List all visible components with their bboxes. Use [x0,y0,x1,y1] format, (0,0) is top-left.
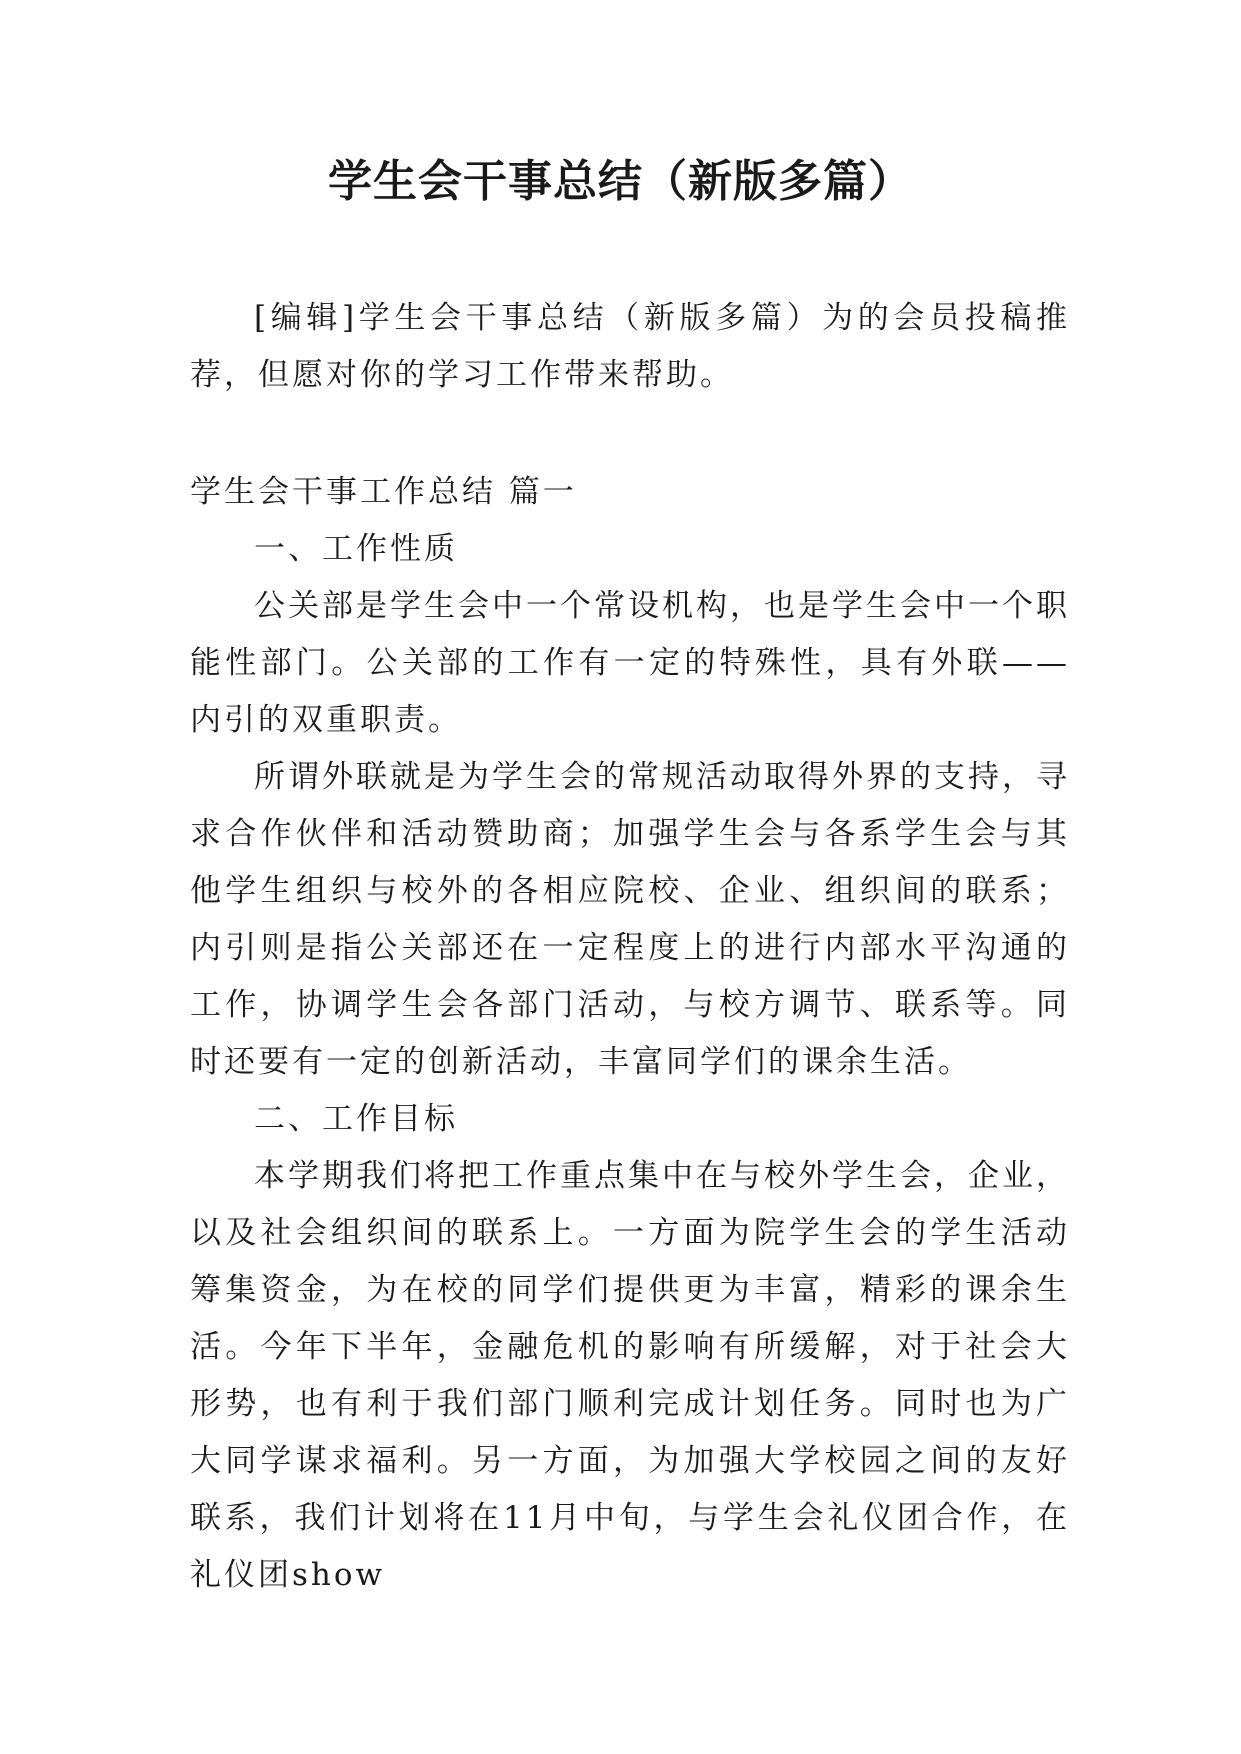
page-title: 学生会干事总结（新版多篇） [328,156,913,207]
paragraph-work-goals: 本学期我们将把工作重点集中在与校外学生会，企业，以及社会组织间的联系上。一方面为院学生会的学生活动筹集资金，为在校的同学们提供更为丰富，精彩的课余生活。今年下半年，金融危机的影响有所缓解，对于社会大形势，也有利于我们部门顺利完成计划任务。同时也为广大同学谋求福利。另一方面，为加强大学校园之间的友好联系，我们计划将在11月中旬，与学生会礼仪团合作，在礼仪团show [190,1158,1070,1593]
heading-work-nature: 一、工作性质 [254,531,458,567]
intro-paragraph: [编辑]学生会干事总结（新版多篇）为的会员投稿推荐，但愿对你的学习工作带来帮助。 [190,300,1070,393]
heading-work-goals: 二、工作目标 [254,1101,458,1137]
paragraph-work-nature: 公关部是学生会中一个常设机构，也是学生会中一个职能性部门。公关部的工作有一定的特殊性，具有外联——内引的双重职责。 [190,588,1070,738]
section-heading: 学生会干事工作总结 篇一 [190,474,577,510]
document-body [190,290,1070,1604]
paragraph-external-internal: 所谓外联就是为学生会的常规活动取得外界的支持，寻求合作伙伴和活动赞助商；加强学生会与各系学生会与其他学生组织与校外的各相应院校、企业、组织间的联系；内引则是指公关部还在一定程度上的进行内部水平沟通的工作，协调学生会各部门活动，与校方调节、联系等。同时还要有一定的创新活动，丰富同学们的课余生活。 [190,759,1070,1080]
